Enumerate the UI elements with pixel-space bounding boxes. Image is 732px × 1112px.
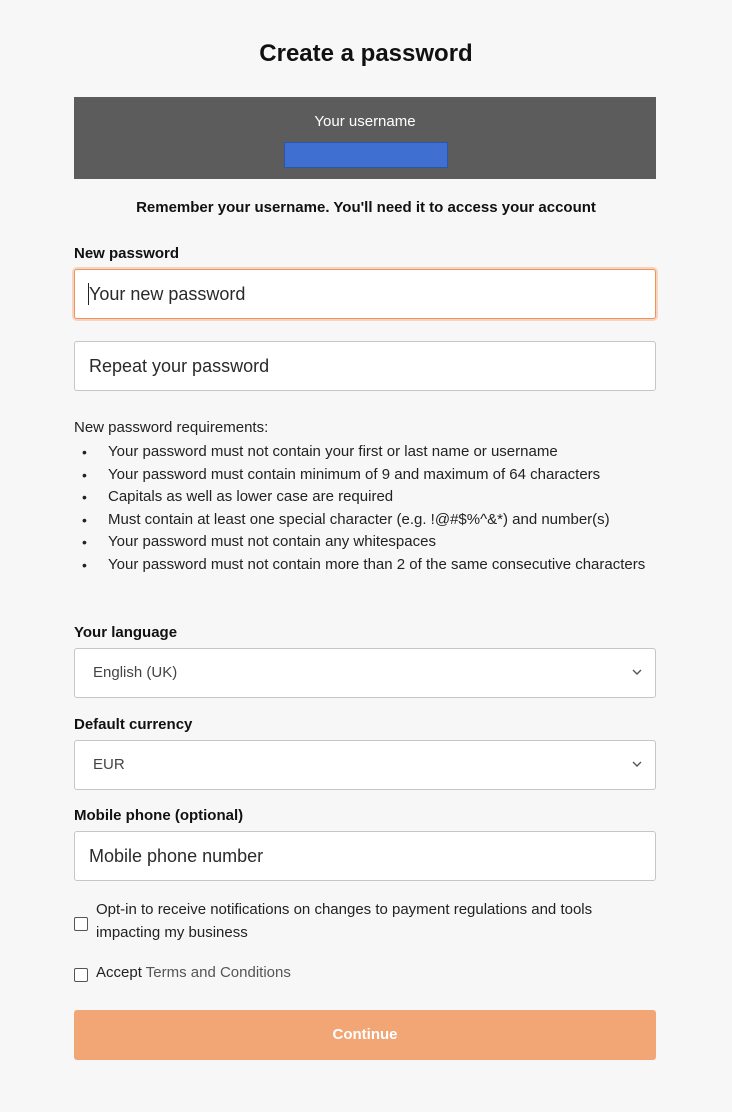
- mobile-label: Mobile phone (optional): [74, 807, 244, 824]
- currency-selected-value: EUR: [93, 756, 125, 773]
- requirement-item: • Your password must contain minimum of 9 and maximum of 64 characters: [74, 464, 656, 487]
- language-label: Your language: [74, 624, 178, 641]
- new-password-input[interactable]: [74, 269, 656, 319]
- requirements-heading: New password requirements:: [74, 419, 269, 436]
- continue-button[interactable]: Continue: [74, 1010, 656, 1060]
- username-value-redacted: [284, 142, 448, 168]
- requirements-list: [74, 441, 656, 576]
- username-label: Your username: [314, 113, 416, 130]
- mobile-phone-input[interactable]: [74, 831, 656, 881]
- repeat-password-input[interactable]: [74, 341, 656, 391]
- currency-label: Default currency: [74, 716, 193, 733]
- opt-in-label[interactable]: Opt-in to receive notifications on changes to payment regulations and tools impacting my business: [96, 901, 593, 941]
- username-reminder: Remember your username. You'll need it to access your account: [136, 199, 596, 216]
- username-panel: [74, 97, 656, 179]
- terms-checkbox[interactable]: [74, 968, 88, 982]
- terms-prefix: Accept: [96, 964, 142, 981]
- chevron-down-icon: [631, 666, 643, 678]
- terms-row: [74, 962, 656, 986]
- language-select[interactable]: [74, 648, 656, 698]
- requirement-item: • Your password must not contain your first or last name or username: [74, 441, 656, 464]
- currency-select[interactable]: [74, 740, 656, 790]
- terms-link[interactable]: Terms and Conditions: [145, 964, 291, 981]
- language-selected-value: English (UK): [93, 664, 178, 681]
- text-caret: [88, 283, 89, 305]
- chevron-down-icon: [631, 758, 643, 770]
- new-password-label: New password: [74, 245, 180, 262]
- requirement-item: • Must contain at least one special character (e.g. !@#$%^&*) and number(s): [74, 509, 656, 532]
- opt-in-checkbox[interactable]: [74, 917, 88, 931]
- page-title: Create a password: [259, 40, 473, 67]
- opt-in-row: [74, 899, 656, 945]
- requirement-item: • Your password must not contain any whitespaces: [74, 531, 656, 554]
- terms-label: [96, 962, 636, 985]
- requirement-item: • Capitals as well as lower case are required: [74, 486, 656, 509]
- requirement-item: • Your password must not contain more than 2 of the same consecutive characters: [74, 554, 656, 577]
